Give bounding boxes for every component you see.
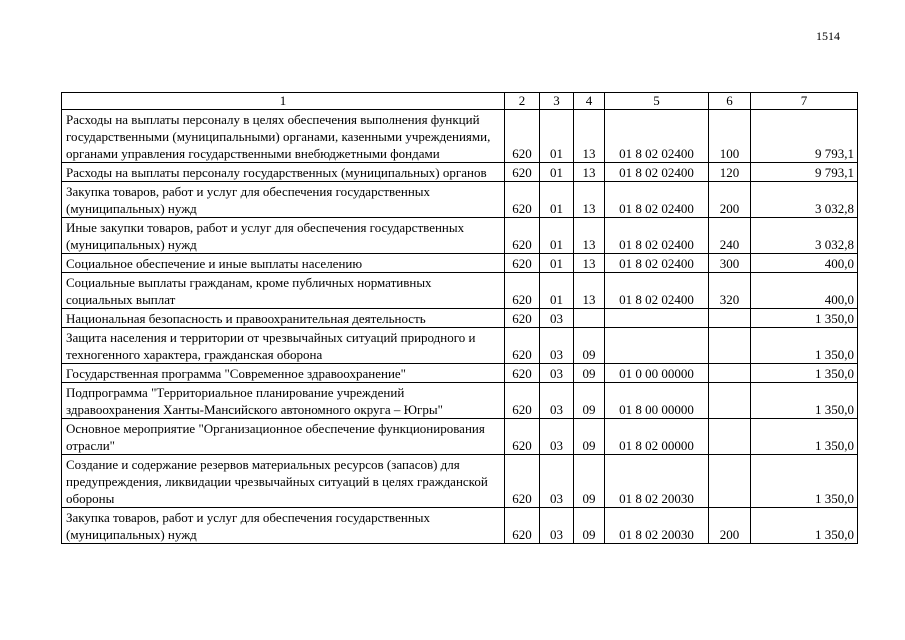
row-section-code: 03	[540, 328, 574, 364]
row-target-code	[605, 328, 709, 364]
row-name: Государственная программа "Современное здравоохранение"	[62, 364, 505, 383]
row-target-code: 01 8 02 00000	[605, 419, 709, 455]
row-expense-type	[709, 364, 751, 383]
page-number: 1514	[816, 29, 840, 43]
table-row	[62, 508, 858, 544]
row-expense-type	[709, 419, 751, 455]
row-target-code: 01 8 02 02400	[605, 163, 709, 182]
row-amount: 1 350,0	[751, 508, 858, 544]
row-amount: 1 350,0	[751, 455, 858, 508]
row-subsection-code: 13	[574, 163, 605, 182]
row-subsection-code	[574, 309, 605, 328]
table-row	[62, 218, 858, 254]
row-target-code: 01 0 00 00000	[605, 364, 709, 383]
row-amount: 9 793,1	[751, 110, 858, 163]
row-target-code: 01 8 02 02400	[605, 110, 709, 163]
row-amount: 1 350,0	[751, 309, 858, 328]
table-row	[62, 254, 858, 273]
table-row	[62, 273, 858, 309]
row-ministry-code: 620	[505, 328, 540, 364]
header-cell-7: 7	[751, 93, 858, 110]
row-section-code: 03	[540, 508, 574, 544]
row-expense-type	[709, 328, 751, 364]
row-name: Расходы на выплаты персоналу в целях обеспечения выполнения функций государственными (муниципальными) органами, казенными учреждениями, органами управления государственными внебюджетными фондами	[62, 110, 505, 163]
row-name: Закупка товаров, работ и услуг для обеспечения государственных (муниципальных) нужд	[62, 182, 505, 218]
table-row	[62, 182, 858, 218]
row-amount: 3 032,8	[751, 182, 858, 218]
row-subsection-code: 13	[574, 110, 605, 163]
row-target-code: 01 8 02 02400	[605, 254, 709, 273]
row-expense-type: 320	[709, 273, 751, 309]
row-ministry-code: 620	[505, 383, 540, 419]
row-section-code: 03	[540, 383, 574, 419]
row-subsection-code: 09	[574, 419, 605, 455]
header-cell-4: 4	[574, 93, 605, 110]
row-name: Защита населения и территории от чрезвычайных ситуаций природного и техногенного характера, гражданская оборона	[62, 328, 505, 364]
row-expense-type: 300	[709, 254, 751, 273]
row-amount: 1 350,0	[751, 419, 858, 455]
row-target-code: 01 8 02 20030	[605, 508, 709, 544]
row-name: Расходы на выплаты персоналу государственных (муниципальных) органов	[62, 163, 505, 182]
row-subsection-code: 09	[574, 364, 605, 383]
table-row	[62, 328, 858, 364]
row-section-code: 03	[540, 455, 574, 508]
row-subsection-code: 09	[574, 383, 605, 419]
row-amount: 1 350,0	[751, 383, 858, 419]
row-section-code: 01	[540, 182, 574, 218]
row-subsection-code: 13	[574, 273, 605, 309]
row-ministry-code: 620	[505, 218, 540, 254]
row-target-code: 01 8 00 00000	[605, 383, 709, 419]
row-section-code: 03	[540, 419, 574, 455]
table-row	[62, 309, 858, 328]
row-ministry-code: 620	[505, 254, 540, 273]
row-target-code	[605, 309, 709, 328]
row-expense-type: 200	[709, 508, 751, 544]
header-cell-1: 1	[62, 93, 505, 110]
row-name: Иные закупки товаров, работ и услуг для обеспечения государственных (муниципальных) нужд	[62, 218, 505, 254]
table-row	[62, 455, 858, 508]
row-section-code: 01	[540, 110, 574, 163]
row-subsection-code: 13	[574, 254, 605, 273]
row-name: Национальная безопасность и правоохранительная деятельность	[62, 309, 505, 328]
row-subsection-code: 13	[574, 218, 605, 254]
row-target-code: 01 8 02 02400	[605, 182, 709, 218]
row-ministry-code: 620	[505, 309, 540, 328]
row-name: Закупка товаров, работ и услуг для обеспечения государственных (муниципальных) нужд	[62, 508, 505, 544]
row-name: Основное мероприятие "Организационное обеспечение функционирования отрасли"	[62, 419, 505, 455]
row-target-code: 01 8 02 02400	[605, 218, 709, 254]
row-amount: 400,0	[751, 254, 858, 273]
row-expense-type: 200	[709, 182, 751, 218]
row-ministry-code: 620	[505, 455, 540, 508]
row-section-code: 01	[540, 273, 574, 309]
row-amount: 3 032,8	[751, 218, 858, 254]
row-target-code: 01 8 02 20030	[605, 455, 709, 508]
row-section-code: 01	[540, 218, 574, 254]
row-expense-type	[709, 455, 751, 508]
row-name: Подпрограмма "Территориальное планирование учреждений здравоохранения Ханты-Мансийского автономного округа – Югры"	[62, 383, 505, 419]
row-section-code: 01	[540, 163, 574, 182]
row-section-code: 03	[540, 364, 574, 383]
row-ministry-code: 620	[505, 163, 540, 182]
row-amount: 400,0	[751, 273, 858, 309]
row-name: Создание и содержание резервов материальных ресурсов (запасов) для предупреждения, ликвидации чрезвычайных ситуаций в целях гражданской обороны	[62, 455, 505, 508]
row-ministry-code: 620	[505, 419, 540, 455]
row-expense-type: 100	[709, 110, 751, 163]
row-ministry-code: 620	[505, 110, 540, 163]
row-subsection-code: 09	[574, 455, 605, 508]
header-cell-3: 3	[540, 93, 574, 110]
row-section-code: 03	[540, 309, 574, 328]
row-amount: 1 350,0	[751, 364, 858, 383]
table-row	[62, 364, 858, 383]
row-subsection-code: 09	[574, 508, 605, 544]
row-name: Социальное обеспечение и иные выплаты населению	[62, 254, 505, 273]
row-expense-type: 120	[709, 163, 751, 182]
header-cell-6: 6	[709, 93, 751, 110]
table-row	[62, 383, 858, 419]
row-ministry-code: 620	[505, 182, 540, 218]
table-row	[62, 163, 858, 182]
row-section-code: 01	[540, 254, 574, 273]
row-subsection-code: 09	[574, 328, 605, 364]
table-row	[62, 419, 858, 455]
row-expense-type	[709, 383, 751, 419]
row-ministry-code: 620	[505, 364, 540, 383]
row-expense-type	[709, 309, 751, 328]
row-expense-type: 240	[709, 218, 751, 254]
budget-table	[61, 92, 858, 544]
row-ministry-code: 620	[505, 508, 540, 544]
row-target-code: 01 8 02 02400	[605, 273, 709, 309]
row-subsection-code: 13	[574, 182, 605, 218]
header-cell-5: 5	[605, 93, 709, 110]
table-row	[62, 110, 858, 163]
row-ministry-code: 620	[505, 273, 540, 309]
row-amount: 1 350,0	[751, 328, 858, 364]
row-name: Социальные выплаты гражданам, кроме публичных нормативных социальных выплат	[62, 273, 505, 309]
header-cell-2: 2	[505, 93, 540, 110]
row-amount: 9 793,1	[751, 163, 858, 182]
header-row	[62, 93, 858, 110]
